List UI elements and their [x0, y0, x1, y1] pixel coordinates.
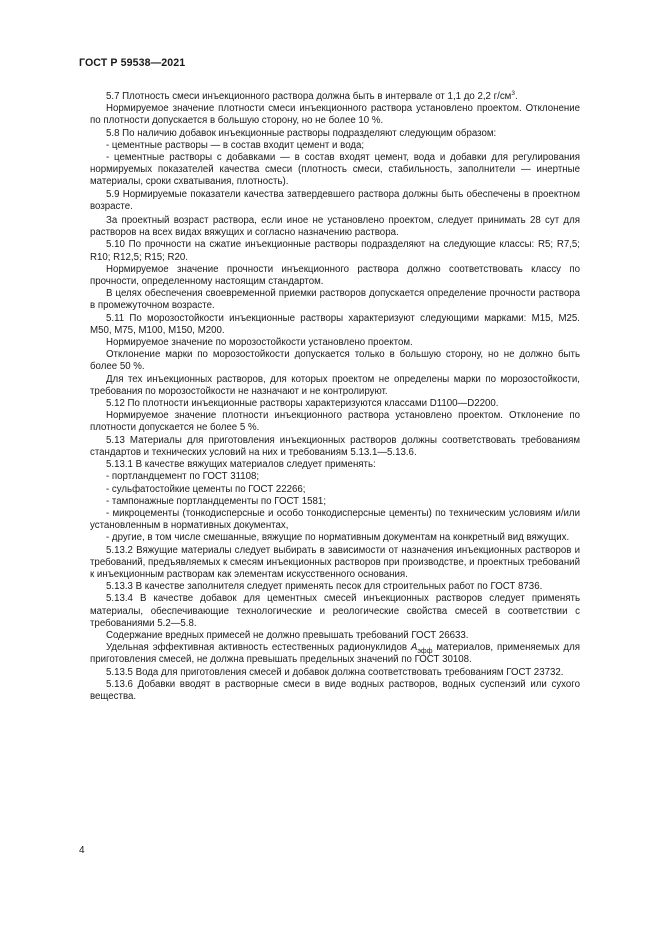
paragraph-5-13-5: 5.13.5 Вода для приготовления смесей и добавок должна соответствовать требованиям ГОСТ 23732.: [106, 666, 564, 678]
paragraph-5-13-3: 5.13.3 В качестве заполнителя следует применять песок для строительных работ по ГОСТ 8736.: [106, 581, 543, 593]
paragraph-5-10: 5.10 По прочности на сжатие инъекционные растворы подразделяют на следующие классы: R5; R7,5; R10; R12,5; R15; R20.: [90, 239, 580, 263]
paragraph-5-13-1: 5.13.1 В качестве вяжущих материалов следует применять:: [106, 459, 376, 471]
paragraph: Содержание вредных примесей не должно превышать требований ГОСТ 26633.: [106, 629, 469, 641]
paragraph-radionuclides: [90, 642, 580, 666]
paragraph-5-9: 5.9 Нормируемые показатели качества затвердевшего раствора должны быть обеспечены в проектном возрасте.: [90, 188, 580, 212]
paragraph-text: .: [514, 91, 518, 102]
superscript: 3: [511, 89, 515, 97]
list-item: - портландцемент по ГОСТ 31108;: [106, 471, 260, 483]
paragraph-5-7: [90, 91, 580, 103]
paragraph: Нормируемое значение по морозостойкости установлено проектом.: [106, 337, 413, 349]
list-item: - цементные растворы с добавками — в состав входят цемент, вода и добавки для регулирования нормируемых показателей качества смеси (плотность смеси, стабильность, заполнители — инертные материалы, сроки схватывания, плотность).: [90, 152, 580, 188]
paragraph: В целях обеспечения своевременной приемки растворов допускается определение прочности раствора в промежуточном возрасте.: [90, 288, 580, 312]
paragraph: Отклонение марки по морозостойкости допускается только в большую сторону, но не должно быть более 50 %.: [90, 349, 580, 373]
page-number: 4: [79, 845, 85, 856]
subscript: эфф: [417, 648, 433, 656]
paragraph-text: материалов, применяемых для приготовления смесей, не должна превышать предельных значений по ГОСТ 30108.: [90, 642, 580, 666]
paragraph-5-8: 5.8 По наличию добавок инъекционные растворы подразделяют следующим образом:: [106, 127, 497, 139]
list-item: - тампонажные портландцементы по ГОСТ 1581;: [106, 495, 327, 507]
paragraph: За проектный возраст раствора, если иное не установлено проектом, следует принимать 28 сут для растворов на всех видах вяжущих и согласно назначению раствора.: [90, 215, 580, 239]
paragraph-5-13-2: 5.13.2 Вяжущие материалы следует выбирать в зависимости от назначения инъекционных растворов и требований, предъявляемых к смесям инъекционных растворов при производстве, и проектных требований к инъекционным растворам как элементам искусственного основания.: [90, 544, 580, 580]
paragraph: Нормируемое значение плотности смеси инъекционного раствора установлено проектом. Отклонение по плотности допускается в большую сторону, но не более 10 %.: [90, 103, 580, 127]
paragraph: Для тех инъекционных растворов, для которых проектом не определены марки по морозостойкости, требования по морозостойкости не назначают и не контролируют.: [90, 373, 580, 397]
paragraph-text: Удельная эффективная активность естественных радионуклидов: [106, 642, 411, 654]
list-item: - другие, в том числе смешанные, вяжущие по нормативным документам на конкретный вид вяжущих.: [106, 532, 570, 544]
list-item: - сульфатостойкие цементы по ГОСТ 22266;: [106, 483, 306, 495]
paragraph: Нормируемое значение прочности инъекционного раствора должно соответствовать классу по прочности, определенному настоящим стандартом.: [90, 263, 580, 288]
paragraph-text: 5.7 Плотность смеси инъекционного раствора должна быть в интервале от 1,1 до 2,2 г/см: [106, 91, 512, 102]
document-body: [90, 91, 580, 703]
paragraph-5-13-6: 5.13.6 Добавки вводят в растворные смеси в виде водных растворов, водных суспензий или сухого вещества.: [90, 678, 580, 702]
document-code-header: ГОСТ Р 59538—2021: [79, 57, 186, 69]
paragraph-5-13-4: 5.13.4 В качестве добавок для цементных смесей инъекционных растворов следует применять материалы, обеспечивающие технологические и реологические свойства смесей в соответствии с требованиями 5.2—5.8.: [90, 593, 580, 629]
paragraph-5-11: 5.11 По морозостойкости инъекционные растворы характеризуют следующими марками: М15, М25. М50, М75, М100, М150, М200.: [90, 312, 580, 336]
list-item: - микроцементы (тонкодисперсные и особо тонкодисперсные цементы) по техническим условиям и/или установленным в нормативных документах,: [90, 507, 580, 532]
paragraph-5-12: 5.12 По плотности инъекционные растворы характеризуются классами D1100—D2200.: [106, 398, 499, 410]
paragraph: Нормируемое значение плотности инъекционного раствора установлено проектом. Отклонение по плотности допускается не более 5 %.: [90, 410, 580, 434]
list-item: - цементные растворы — в состав входит цемент и вода;: [106, 139, 365, 151]
variable-symbol: А: [410, 642, 418, 654]
paragraph-5-13: 5.13 Материалы для приготовления инъекционных растворов должны соответствовать требованиям стандартов и технических условий на них и требованиям 5.13.1—5.13.6.: [90, 434, 580, 458]
